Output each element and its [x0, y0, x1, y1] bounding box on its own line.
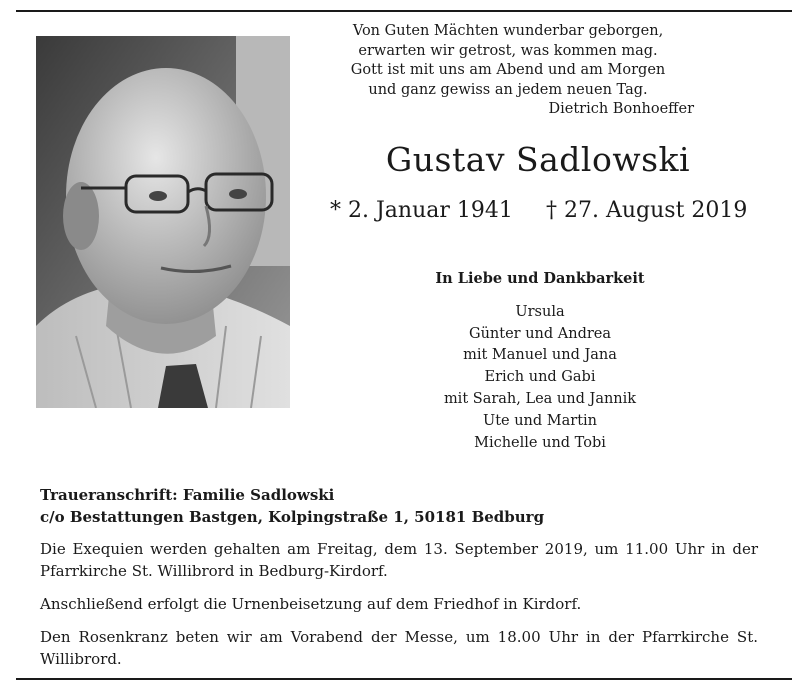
- service-details: [40, 538, 758, 681]
- service-paragraph: Die Exequien werden gehalten am Freitag, dem 13. September 2019, um 11.00 Uhr in der Pfarrkirche St. Willibrord in Bedburg-Kirdorf.: [40, 540, 758, 580]
- family-member: mit Manuel und Jana: [463, 347, 617, 364]
- family-member: Ute und Martin: [482, 412, 598, 429]
- service-paragraph: Anschließend erfolgt die Urnenbeisetzung auf dem Friedhof in Kirdorf.: [40, 595, 582, 613]
- service-paragraph: Den Rosenkranz beten wir am Vorabend der Messe, um 18.00 Uhr in der Pfarrkirche St. Willibrord.: [40, 628, 758, 668]
- family-member: Erich und Gabi: [484, 369, 596, 386]
- poem-line: Gott ist mit uns am Abend und am Morgen: [350, 62, 666, 78]
- family-member: Michelle und Tobi: [474, 434, 606, 451]
- family-member: Ursula: [515, 303, 565, 320]
- poem-line: erwarten wir getrost, was kommen mag.: [358, 42, 658, 59]
- address-line: c/o Bestattungen Bastgen, Kolpingstraße 1, 50181 Bedburg: [40, 508, 545, 526]
- poem: [320, 22, 696, 120]
- birth-date: * 2. Januar 1941: [330, 198, 513, 223]
- portrait-photo: [36, 36, 290, 408]
- family-member: mit Sarah, Lea und Jannik: [443, 390, 637, 407]
- poem-line: Von Guten Mächten wunderbar geborgen,: [352, 23, 664, 39]
- mourning-address: [40, 484, 760, 528]
- poem-author: Dietrich Bonhoeffer: [548, 101, 694, 117]
- deceased-name: Gustav Sadlowski: [385, 140, 691, 179]
- family-heading: In Liebe und Dankbarkeit: [435, 270, 645, 287]
- poem-line: und ganz gewiss an jedem neuen Tag.: [368, 81, 648, 98]
- death-date: † 27. August 2019: [546, 198, 748, 223]
- family-member: Günter und Andrea: [468, 325, 612, 342]
- address-line: Traueranschrift: Familie Sadlowski: [40, 486, 335, 504]
- family-block: [340, 268, 740, 454]
